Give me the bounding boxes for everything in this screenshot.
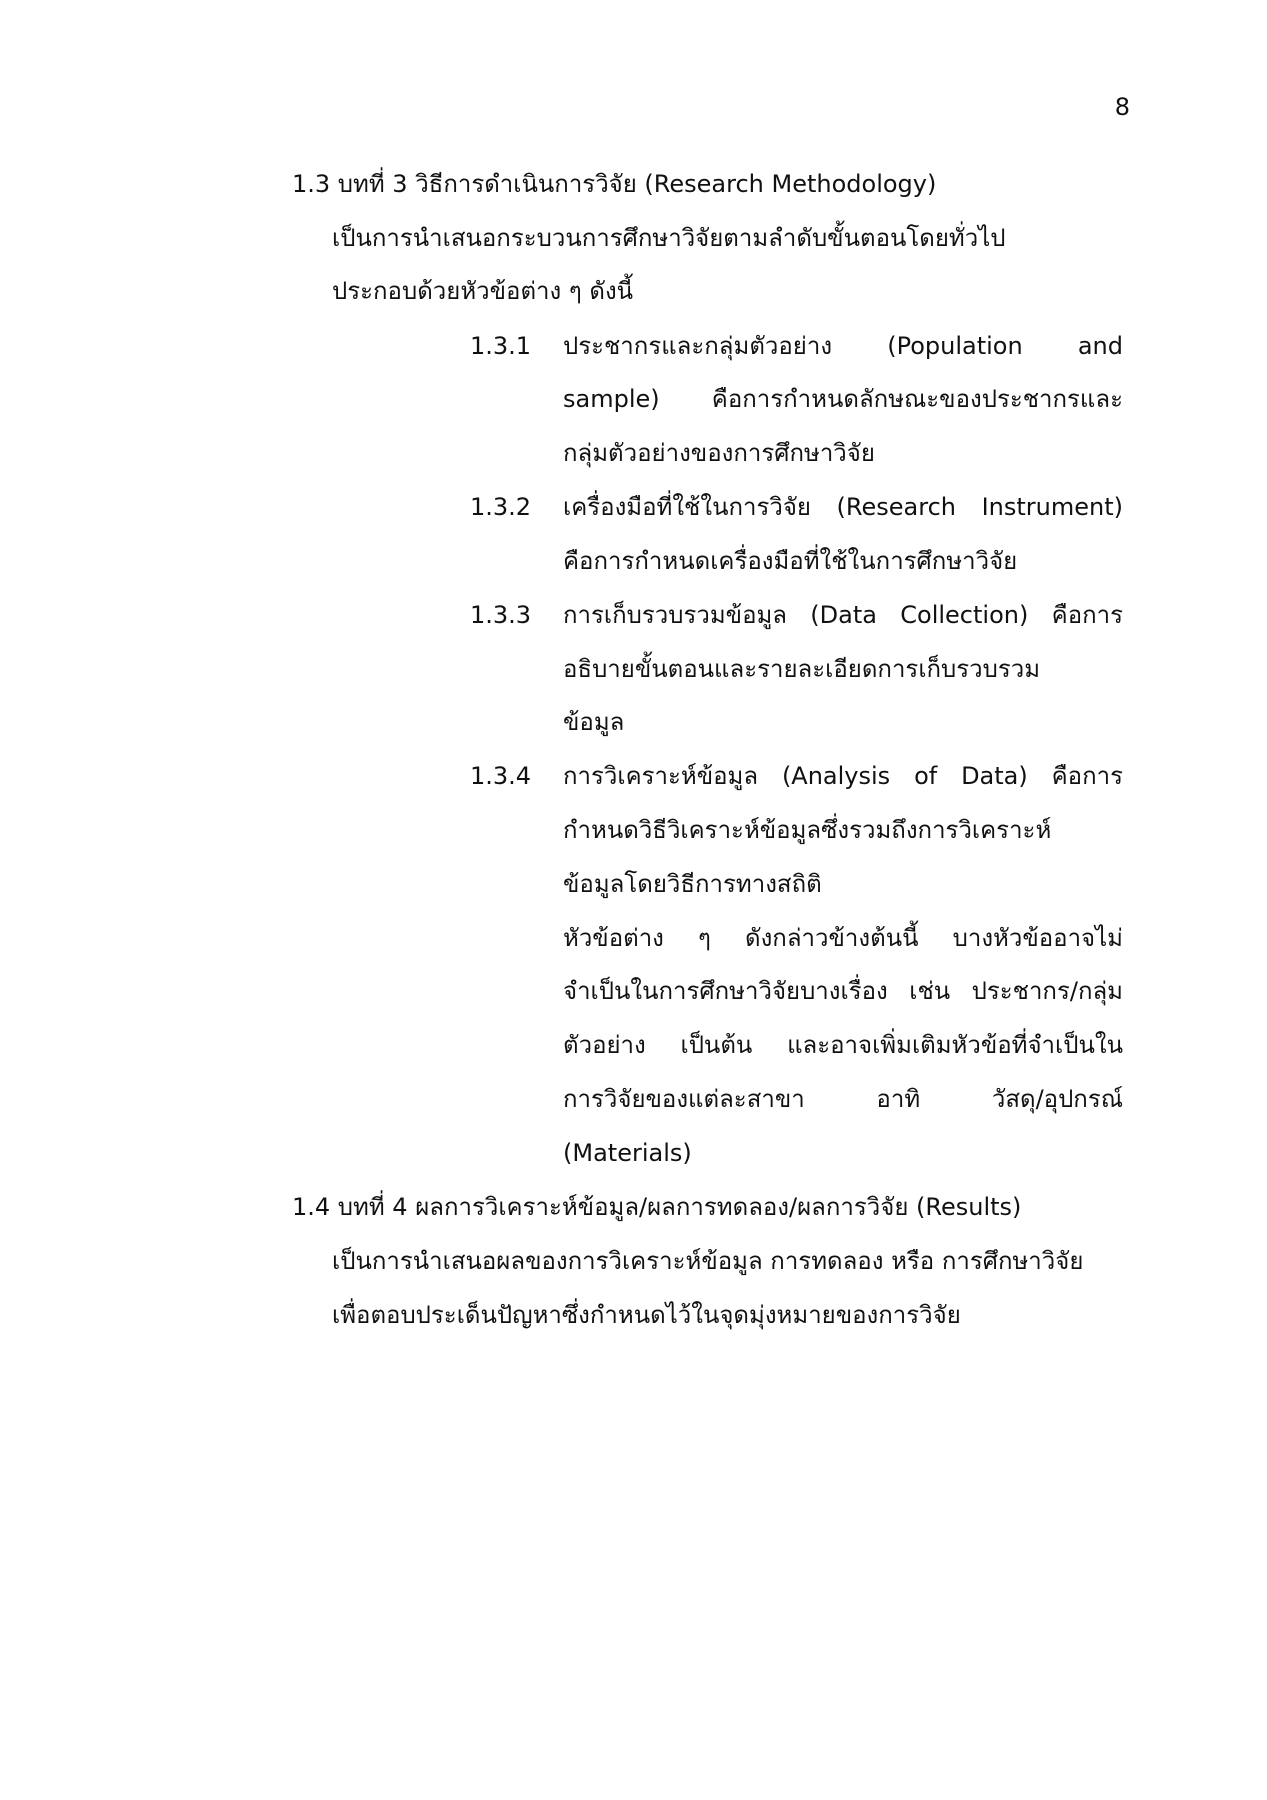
- item-text-line: กำหนดวิธีวิเคราะห์ข้อมูลซึ่งรวมถึงการวิเคราะห์: [563, 816, 1052, 844]
- item-text-line: ข้อมูลโดยวิธีการทางสถิติ: [563, 870, 822, 898]
- section-1-3-intro-line: ประกอบด้วยหัวข้อต่าง ๆ ดังนี้: [332, 277, 634, 305]
- item-number: 1.3.1: [470, 332, 532, 360]
- item-text-line: การเก็บรวบรวมข้อมูล (Data Collection) คือการ: [563, 601, 1123, 629]
- note-line: จำเป็นในการศึกษาวิจัยบางเรื่อง เช่น ประชากร/กลุ่ม: [563, 977, 1123, 1005]
- item-text-line: อธิบายขั้นตอนและรายละเอียดการเก็บรวบรวม: [563, 655, 1041, 683]
- item-text-line: sample) คือการกำหนดลักษณะของประชากรและ: [563, 385, 1123, 413]
- section-1-3-heading: 1.3 บทที่ 3 วิธีการดำเนินการวิจัย (Research Methodology): [292, 170, 937, 198]
- item-text-line: คือการกำหนดเครื่องมือที่ใช้ในการศึกษาวิจัย: [563, 547, 1018, 575]
- item-number: 1.3.3: [470, 601, 532, 629]
- section-1-4-line: เพื่อตอบประเด็นปัญหาซึ่งกำหนดไว้ในจุดมุ่งหมายของการวิจัย: [332, 1301, 961, 1329]
- item-text-line: ประชากรและกลุ่มตัวอย่าง (Population and: [563, 332, 1123, 360]
- section-1-4-line: เป็นการนำเสนอผลของการวิเคราะห์ข้อมูล การทดลอง หรือ การศึกษาวิจัย: [332, 1247, 1084, 1275]
- note-line: ตัวอย่าง เป็นต้น และอาจเพิ่มเติมหัวข้อที่จำเป็นใน: [563, 1031, 1123, 1059]
- note-line: (Materials): [563, 1139, 692, 1167]
- section-1-4-heading: 1.4 บทที่ 4 ผลการวิเคราะห์ข้อมูล/ผลการทดลอง/ผลการวิจัย (Results): [292, 1193, 1022, 1221]
- note-line: หัวข้อต่าง ๆ ดังกล่าวข้างต้นนี้ บางหัวข้ออาจไม่: [563, 924, 1123, 952]
- item-number: 1.3.4: [470, 762, 532, 790]
- note-line: การวิจัยของแต่ละสาขา อาทิ วัสดุ/อุปกรณ์: [563, 1085, 1123, 1113]
- item-number: 1.3.2: [470, 493, 532, 521]
- section-1-3-intro-line: เป็นการนำเสนอกระบวนการศึกษาวิจัยตามลำดับขั้นตอนโดยทั่วไป: [332, 224, 1006, 252]
- item-text-line: เครื่องมือที่ใช้ในการวิจัย (Research Instrument): [563, 493, 1123, 521]
- item-text-line: ข้อมูล: [563, 708, 625, 736]
- item-text-line: การวิเคราะห์ข้อมูล (Analysis of Data) คือการ: [563, 762, 1123, 790]
- item-text-line: กลุ่มตัวอย่างของการศึกษาวิจัย: [563, 439, 875, 467]
- page-number: 8: [1114, 93, 1130, 121]
